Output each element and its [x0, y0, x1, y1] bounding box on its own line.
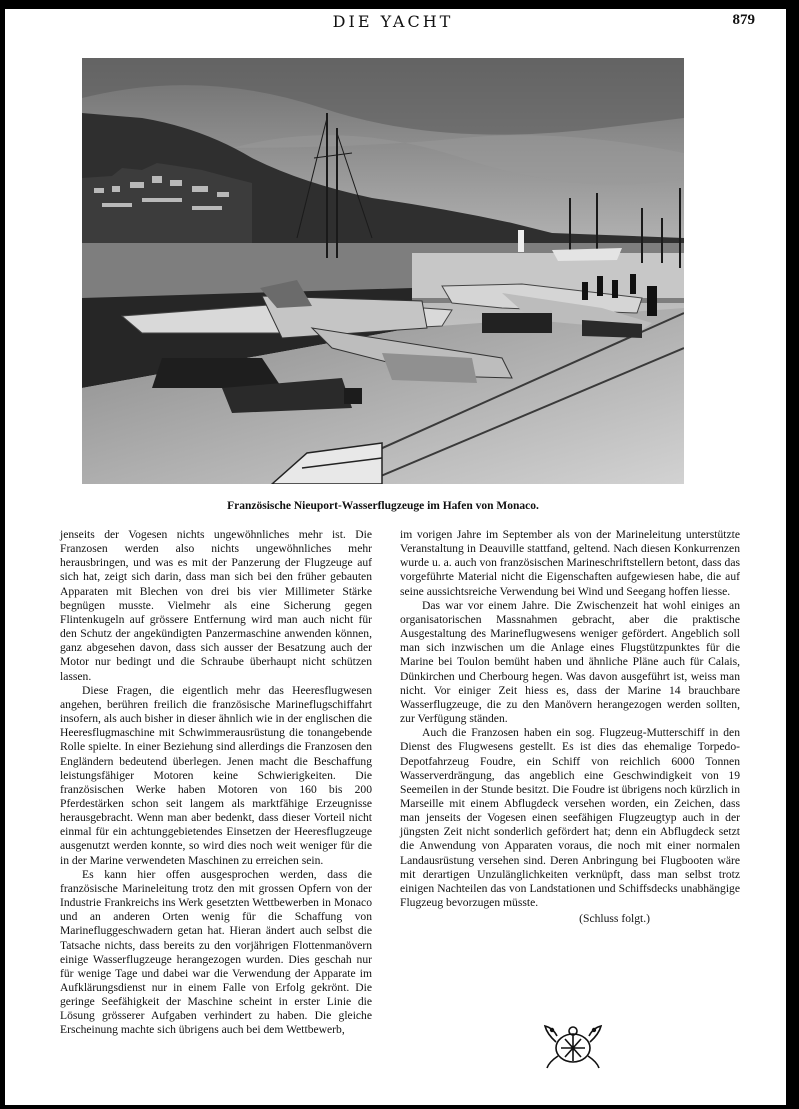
- running-header-title: DIE YACHT: [332, 12, 454, 31]
- left-paragraph-3: Es kann hier offen ausgesprochen werden, dass die französische Marineleitung trotz den mit grossen Opfern von der Industrie Frankreichs ins Werk gesetzten Wettbewerben in Monaco und an anderen Orten wenig für die Schaffung von Marinefluggeschwadern getan hat. Hieran ändert auch selbst die Tatsache nichts, dass bereits zu den vorjährigen Flottenmanövern einige Wasserflugzeuge herangezogen wurden. Dies geschah nur für wenige Tage und dabei war die Verwendung der Apparate im Aufklärungsdienst nur in einem Falle von Erfolg gekrönt. Die geringe Seefähigkeit der Maschine scheint in erster Linie die Lösung grösserer Aufgaben verhindert zu haben. Die gleiche Erscheinung machte sich übrigens auch bei dem Wettbewerb,: [60, 867, 372, 1037]
- right-paragraph-3: Auch die Franzosen haben ein sog. Flugzeug-Mutterschiff in den Dienst des Flugwesens gestellt. Es ist dies das ehemalige Torpedo-Depotfahrzeug Foudre, ein Schiff von reichlich 6000 Tonnen Wasserverdrängung, das angeblich eine Geschwindigkeit von 19 Seemeilen in der Stunde besitzt. Die Foudre ist übrigens noch kürzlich in Marseille mit einem Abflugdeck versehen worden, ein Zeichen, dass man jenseits der Vogesen einen seefähigen Flugzeugtyp auch in der jüngsten Zeit nicht sonderlich gefördert hat; denn ein Abflugdeck setzt die Anwendung von Apparaten voraus, die noch mit einer normalen Landausrüstung versehen sind. Deren Anbringung bei Flugbooten wäre mit derartigen Unzulänglichkeiten verknüpft, dass man selbst trotz einigen Nachteilen das von Landstationen und Schiffsdecks unabhängige Flugzeug bevorzugen müsste.: [400, 726, 740, 910]
- scan-border-top: [0, 0, 799, 9]
- right-paragraph-1: im vorigen Jahre im September als von der Marineleitung unterstützte Veranstaltung in Deauville stattfand, geltend. Nach diesen Konkurrenzen wurde u. a. auch von französischen Marineschriftstellern betont, dass das vorgeführte Material nicht die Eigenschaften aufgewiesen habe, die auf seine aussichtsreiche Verwendung bei Wind und Seegang hoffen liesse.: [400, 528, 740, 598]
- left-paragraph-1: jenseits der Vogesen nichts ungewöhnliches mehr ist. Die Franzosen werden also nichts ungewöhnliches mehr herausbringen, und was es mit der Panzerung der Flugzeuge auf sich hat, zeigt sich darin, dass man sich bei den früher gebauten Apparaten mit Blechen von drei bis vier Millimeter Stärke begnügen musste. Vielmehr als eine Sicherung gegen Flintenkugeln auf grössere Entfernung wird man auch nicht für den Schutz der angekündigten Panzermaschine anwenden können, ganz abgesehen davon, dass sich ausser der Besatzung auch der Motor nur bedingt und die Schraube überhaupt nicht schützen lassen.: [60, 528, 372, 683]
- turtle-ornament-icon: [541, 1020, 605, 1070]
- text-column-left: [60, 528, 372, 1038]
- photo-caption: Französische Nieuport-Wasserflugzeuge im Hafen von Monaco.: [227, 500, 539, 512]
- left-paragraph-2: Diese Fragen, die eigentlich mehr das Heeresflugwesen angehen, berühren freilich die französische Marineflugschiffahrt insofern, als auch bisher in dieser ähnlich wie in der englischen die Heeresflugmaschine mit Schwimmerausrüstung die tonangebende Rolle spielte. In einer Beziehung sind allerdings die Franzosen den Engländern bedeutend überlegen. Jenen macht die Beschaffung leistungsfähiger Motoren keine Schwierigkeiten. Die französischen Werke haben Motoren von 160 bis 200 Pferdestärken schon seit langem als marktfähige Erzeugnisse herausgebracht. Wenn man aber bedenkt, dass dieser Vorteil nicht einmal für ein achtunggebietendes Einsetzen der Heeresflugzeuge ausgenutzt werden konnte, so wird dies noch weit weniger für die in der Marine verwendeten Maschinen zu erreichen sein.: [60, 683, 372, 867]
- scan-border-left: [0, 0, 5, 1109]
- scan-border-bottom: [0, 1105, 799, 1109]
- page-number: 879: [732, 12, 755, 28]
- text-column-right: [400, 528, 740, 926]
- nieuport-seaplanes-photo: [82, 58, 684, 484]
- continuation-note: (Schluss folgt.): [579, 912, 650, 926]
- scan-border-right: [786, 0, 799, 1109]
- right-paragraph-2: Das war vor einem Jahre. Die Zwischenzeit hat wohl einiges an organisatorischen Massnahmen gebracht, aber die praktische Ausgestaltung des Marineflugwesens weniger gefördert. Angeblich soll man sich inzwischen um die Anlage eines Flugstützpunktes für die Marine bei Toulon bemüht haben und ähnliche Pläne auch für Calais, Dünkirchen und Cherbourg hegen. Was davon ausgeführt ist, weiss man nicht. Vor einiger Zeit hiess es, dass der Marine 14 brauchbare Wasserflugzeuge, die zu den Manövern herangezogen werden sollten, zur Verfügung ständen.: [400, 598, 740, 726]
